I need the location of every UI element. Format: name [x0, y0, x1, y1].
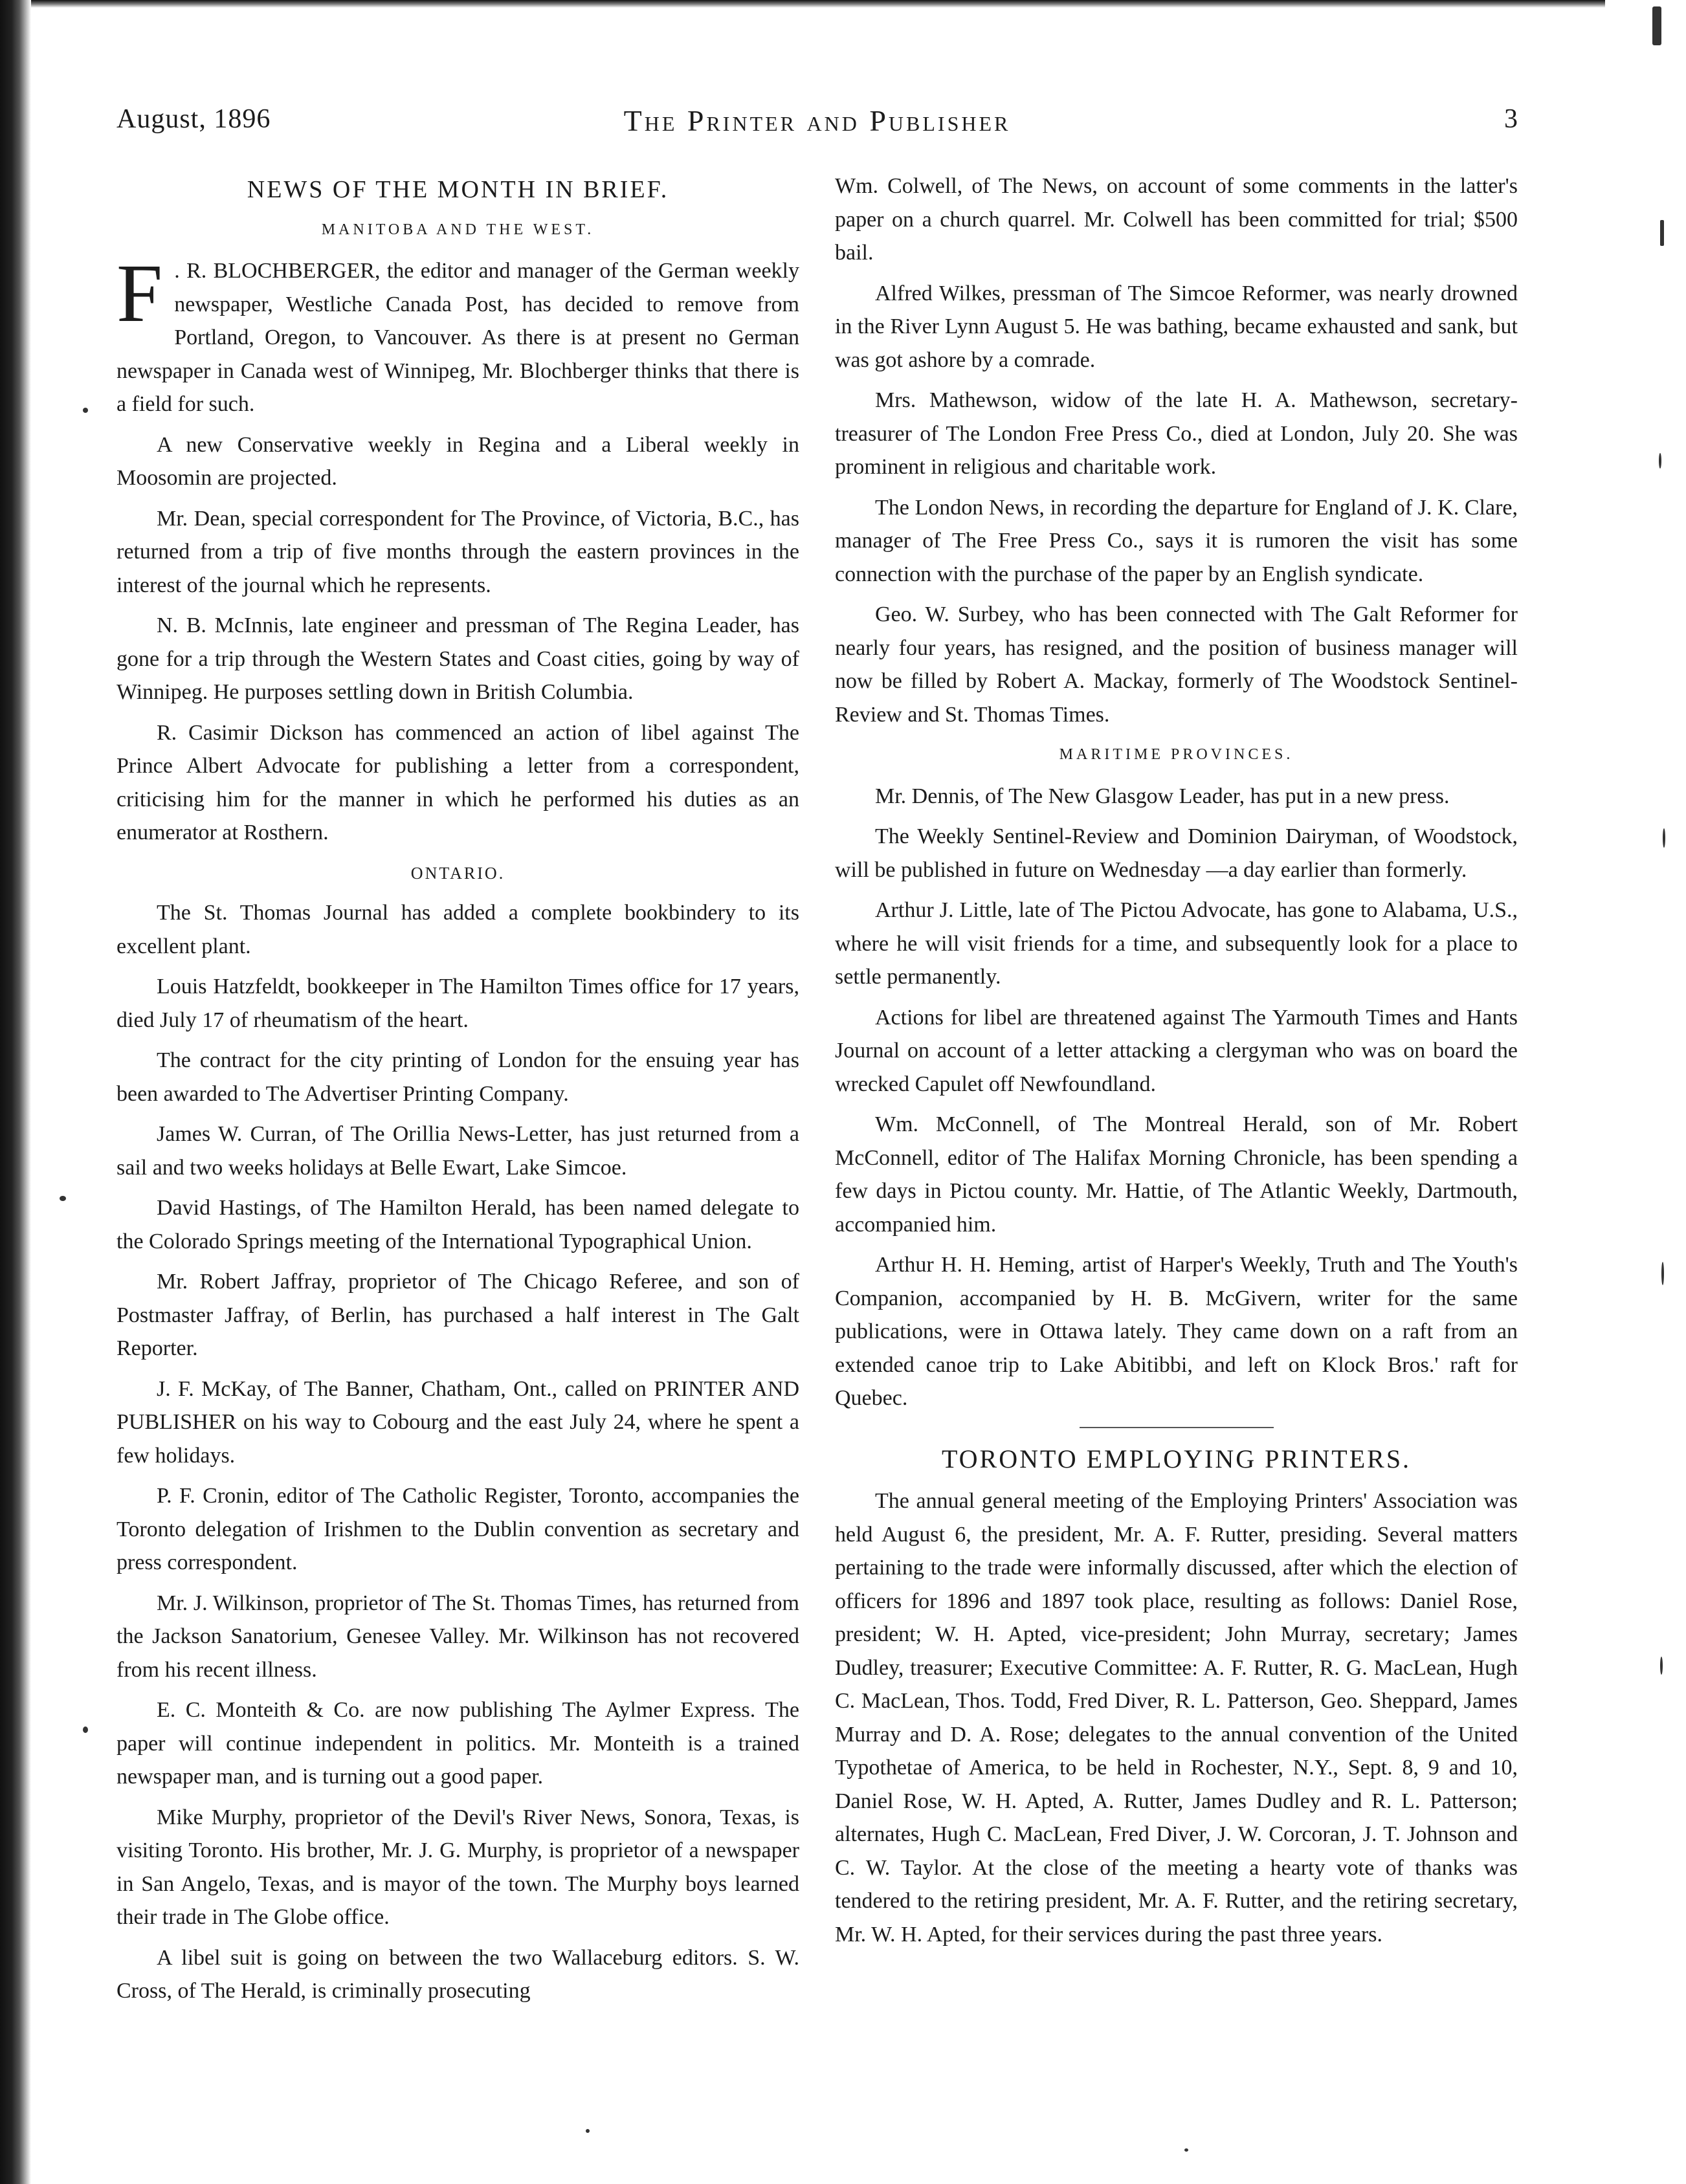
scan-border-top	[0, 0, 1605, 8]
scan-border-left	[0, 0, 31, 2184]
subheading-maritime: MARITIME PROVINCES.	[1059, 746, 1294, 763]
article-paragraph: The London News, in recording the departure for England of J. K. Clare, manager of The Free Press Co., says it is rumoren the visit has some connection with the purchase of the paper by an English syndicate.	[835, 495, 1518, 586]
article-paragraph: Arthur J. Little, late of The Pictou Advocate, has gone to Alabama, U.S., where he will visit friends for a time, and subsequently look for a place to settle permanently.	[835, 898, 1518, 989]
article-paragraph: Louis Hatzfeldt, bookkeeper in The Hamilton Times office for 17 years, died July 17 of rheumatism of the heart.	[116, 975, 799, 1032]
article-paragraph: Mr. J. Wilkinson, proprietor of The St. Thomas Times, has returned from the Jackson Sanatorium, Genesee Valley. Mr. Wilkinson has not recovered from his recent illness.	[116, 1591, 799, 1682]
article-paragraph: Geo. W. Surbey, who has been connected with The Galt Reformer for nearly four years, has resigned, and the position of business manager will now be filled by Robert A. Mackay, formerly of The Woodstock Sentinel-Review and St. Thomas Times.	[835, 602, 1518, 727]
article-paragraph: Alfred Wilkes, pressman of The Simcoe Reformer, was nearly drowned in the River Lynn August 5. He was bathing, became exhausted and sank, but was got ashore by a comrade.	[835, 281, 1518, 372]
article-paragraph: A libel suit is going on between the two Wallaceburg editors. S. W. Cross, of The Herald, is criminally prosecuting	[116, 1945, 799, 2003]
subheading-ontario: ONTARIO.	[410, 863, 505, 883]
drop-cap: F	[116, 247, 163, 339]
lead-paragraph-text: . R. BLOCHBERGER, the editor and manager of the German weekly newspaper, Westliche Canada Post, has decided to remove from Portland, Oregon, to Vancouver. As there is at present no German newspaper in Canada west of Winnipeg, Mr. Blochberger thinks that there is a field for such.	[116, 259, 799, 416]
article-paragraph: E. C. Monteith & Co. are now publishing The Aylmer Express. The paper will continue independent in politics. Mr. Monteith is a trained newspaper man, and is turning out a good paper.	[116, 1698, 799, 1789]
subheading-manitoba: MANITOBA AND THE WEST.	[321, 221, 595, 238]
article-paragraph: The contract for the city printing of London for the ensuing year has been awarded to The Advertiser Printing Company.	[116, 1048, 799, 1106]
section-divider	[1080, 1427, 1274, 1428]
scan-speck	[586, 2129, 590, 2133]
article-paragraph: Mike Murphy, proprietor of the Devil's River News, Sonora, Texas, is visiting Toronto. His brother, Mr. J. G. Murphy, is proprietor of a newspaper in San Angelo, Texas, and is mayor of the town. The Murphy boys learned their trade in The Globe office.	[116, 1805, 799, 1929]
article-paragraph: A new Conservative weekly in Regina and a Liberal weekly in Moosomin are projected.	[116, 432, 799, 490]
article-paragraph: James W. Curran, of The Orillia News-Letter, has just returned from a sail and two weeks holidays at Belle Ewart, Lake Simcoe.	[116, 1122, 799, 1180]
article-paragraph: R. Casimir Dickson has commenced an action of libel against The Prince Albert Advocate for publishing a letter from a correspondent, criticising him for the manner in which he performed his duties as an enumerator at Rosthern.	[116, 720, 799, 844]
publication-title: The Printer and Publisher	[623, 104, 1011, 137]
scan-speck	[1661, 1262, 1664, 1285]
issue-date: August, 1896	[116, 104, 271, 134]
page-header	[116, 104, 1518, 142]
article-paragraph: Mr. Robert Jaffray, proprietor of The Chicago Referee, and son of Postmaster Jaffray, of Berlin, has purchased a half interest in The Galt Reporter.	[116, 1270, 799, 1360]
continued-paragraph: Wm. Colwell, of The News, on account of some comments in the latter's paper on a church quarrel. Mr. Colwell has been committed for trial; $500 bail.	[835, 174, 1518, 265]
article-paragraph: The St. Thomas Journal has added a complete bookbindery to its excellent plant.	[116, 901, 799, 958]
article-paragraph: Arthur H. H. Heming, artist of Harper's Weekly, Truth and The Youth's Companion, accompanied by H. B. McGivern, writer for the same publications, were in Ottawa lately. They came down on a raft from an extended canoe trip to Lake Abitibbi, and left on Klock Bros.' raft for Quebec.	[835, 1253, 1518, 1410]
section-heading-news: NEWS OF THE MONTH IN BRIEF.	[247, 176, 669, 203]
article-paragraph: Mrs. Mathewson, widow of the late H. A. Mathewson, secretary-treasurer of The London Free Press Co., died at London, July 20. She was prominent in religious and charitable work.	[835, 388, 1518, 479]
section-heading-toronto: TORONTO EMPLOYING PRINTERS.	[941, 1444, 1412, 1473]
article-paragraph: David Hastings, of The Hamilton Herald, has been named delegate to the Colorado Springs meeting of the International Typographical Union.	[116, 1196, 799, 1253]
left-column	[116, 170, 799, 2015]
scan-border-right	[1641, 0, 1686, 2184]
article-paragraph: Mr. Dennis, of The New Glasgow Leader, has put in a new press.	[875, 784, 1450, 808]
scan-speck	[1659, 453, 1661, 469]
lead-paragraph	[116, 247, 799, 421]
right-column	[835, 170, 1518, 1958]
article-paragraph: Actions for libel are threatened against The Yarmouth Times and Hants Journal on account of a letter attacking a clergyman who was on board the wrecked Capulet off Newfoundland.	[835, 1005, 1518, 1096]
scan-speck	[1660, 220, 1664, 246]
page-number: 3	[1504, 104, 1518, 134]
article-paragraph: J. F. McKay, of The Banner, Chatham, Ont., called on PRINTER AND PUBLISHER on his way to Cobourg and the east July 24, where he spent a few holidays.	[116, 1376, 799, 1468]
article-paragraph: The Weekly Sentinel-Review and Dominion Dairyman, of Woodstock, will be published in future on Wednesday —a day earlier than formerly.	[835, 824, 1518, 882]
article-paragraph: The annual general meeting of the Employing Printers' Association was held August 6, the president, Mr. A. F. Rutter, presiding. Several matters pertaining to the trade were informally discussed, after which the election of officers for 1896 and 1897 took place, resulting as follows: Daniel Rose, president; W. H. Apted, vice-president; John Murray, secretary; James Dudley, treasurer; Executive Committee: A. F. Rutter, R. G. MacLean, Hugh C. MacLean, Thos. Todd, Fred Diver, R. L. Patterson, Geo. Sheppard, James Murray and D. A. Rose; delegates to the annual convention of the United Typothetae of America, to be held in Rochester, N.Y., Sept. 8, 9 and 10, Daniel Rose, W. H. Apted, A. Rutter, James Dudley and R. L. Patterson; alternates, Hugh C. MacLean, Fred Diver, J. W. Corcoran, J. T. Johnson and C. W. Taylor. At the close of the meeting a hearty vote of thanks was tendered to the retiring president, Mr. A. F. Rutter, and the retiring secretary, Mr. W. H. Apted, for their services during the past three years.	[835, 1489, 1518, 1947]
article-paragraph: N. B. McInnis, late engineer and pressman of The Regina Leader, has gone for a trip through the Western States and Coast cities, going by way of Winnipeg. He purposes settling down in British Columbia.	[116, 613, 799, 704]
scan-speck	[83, 1726, 88, 1733]
scan-speck	[1652, 6, 1661, 45]
article-paragraph: P. F. Cronin, editor of The Catholic Register, Toronto, accompanies the Toronto delegation of Irishmen to the Dublin convention as secretary and press correspondent.	[116, 1484, 799, 1574]
scan-speck	[60, 1196, 66, 1201]
article-paragraph: Mr. Dean, special correspondent for The Province, of Victoria, B.C., has returned from a trip of five months through the eastern provinces in the interest of the journal which he represents.	[116, 506, 799, 597]
scan-speck	[83, 408, 88, 413]
scan-speck	[1184, 2148, 1188, 2152]
article-paragraph: Wm. McConnell, of The Montreal Herald, son of Mr. Robert McConnell, editor of The Halifax Morning Chronicle, has been spending a few days in Pictou county. Mr. Hattie, of The Atlantic Weekly, Dartmouth, accompanied him.	[835, 1112, 1518, 1237]
scan-speck	[1663, 828, 1665, 848]
scan-speck	[1660, 1657, 1663, 1675]
